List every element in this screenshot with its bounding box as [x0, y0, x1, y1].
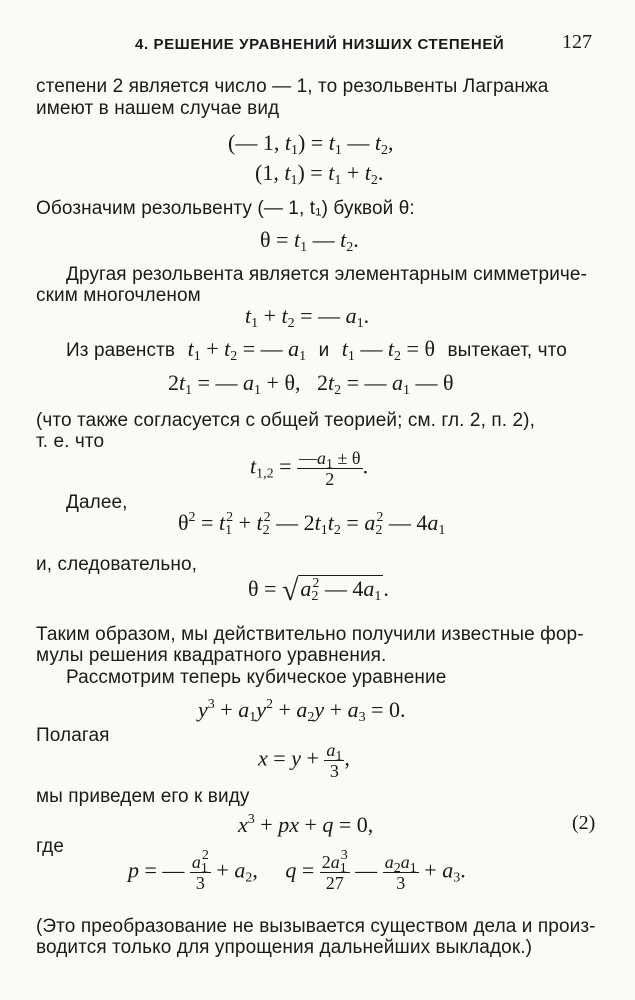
equation-substitution: x = y + $\frac{a_1}{3}$ ,	[258, 740, 350, 781]
text-line: имеют в нашем случае вид	[36, 98, 280, 119]
text-line: Таким образом, мы действительно получили известные фор-	[36, 624, 584, 645]
text-line: мулы решения квадратного уравнения.	[36, 645, 387, 666]
equation-p-q: p = — $\frac{a_1^2}{3}$ + $a_2$, q = $\frac{2a_1^3}{27}$ — $\frac{a_2a_1}{3}$ + $a_3$.	[128, 848, 466, 893]
text-line: Рассмотрим теперь кубическое уравнение	[66, 667, 447, 688]
equation-t12: $t_{1,2}$ = $\frac{—a_1 \pm \theta}{2}$ .	[250, 448, 369, 489]
equation-symmetric: $t_1 + t_2$ = — $a_1$.	[245, 303, 370, 331]
inline-equation: $t_1$ — $t_2 = \theta$	[341, 336, 435, 364]
text-fragment: Из равенств	[66, 340, 176, 361]
text-line: водится только для упрощения дальнейших выкладок.)	[36, 937, 533, 958]
equation-theta-squared: $\theta^2 = t_1^2 + t_2^2$ — $2t_1t_2 = a_2^2$ — $4a_1$	[178, 510, 446, 538]
equation-theta: $\theta = t_1$ — $t_2$.	[260, 227, 359, 255]
equation-t1-t2: $2t_1$ = — $a_1 + \theta$, $2t_2$ = — $a_1$ — θ	[168, 370, 454, 398]
running-header: 4. РЕШЕНИЕ УРАВНЕНИЙ НИЗШИХ СТЕПЕНЕЙ	[135, 36, 505, 53]
text-line: где	[36, 836, 65, 857]
equation-cubic: $y^3 + a_1y^2 + a_2y + a_3 = 0$.	[198, 697, 406, 725]
equation-resolvent-minus: (— 1, $t_1) = t_1$ — $t_2$,	[228, 130, 394, 158]
text-line: Другая резольвента является элементарным симметриче-	[66, 264, 588, 285]
text-line: (что также согласуется с общей теорией; см. гл. 2, п. 2),	[36, 410, 535, 431]
equation-resolvent-plus: (1, $t_1) = t_1 + t_2$.	[255, 160, 384, 188]
page-number: 127	[562, 31, 592, 53]
text-line: Обозначим резольвенту (— 1, t₁) буквой θ:	[36, 198, 415, 219]
text-line: ским многочленом	[36, 285, 201, 306]
text-fragment: вытекает, что	[447, 340, 567, 361]
inline-equation: $t_1 + t_2$ = — $a_1$	[187, 336, 307, 364]
text-line: Далее,	[66, 492, 128, 513]
text-line-with-formulas	[66, 336, 606, 362]
equation-number: (2)	[572, 812, 596, 834]
text-fragment: и	[318, 340, 330, 361]
equation-theta-root: $\theta = √a_2^2$ — $4a_1$.	[248, 574, 389, 607]
text-line: степени 2 является число — 1, то резольвенты Лагранжа	[36, 76, 549, 97]
text-line: Полагая	[36, 725, 110, 746]
text-line: и, следовательно,	[36, 554, 198, 575]
text-line: т. е. что	[36, 431, 105, 452]
text-line: мы приведем его к виду	[36, 786, 250, 807]
equation-reduced-cubic: $x^3$ + px + q = 0,	[238, 812, 374, 837]
text-line: (Это преобразование не вызывается существом дела и произ-	[36, 916, 596, 937]
